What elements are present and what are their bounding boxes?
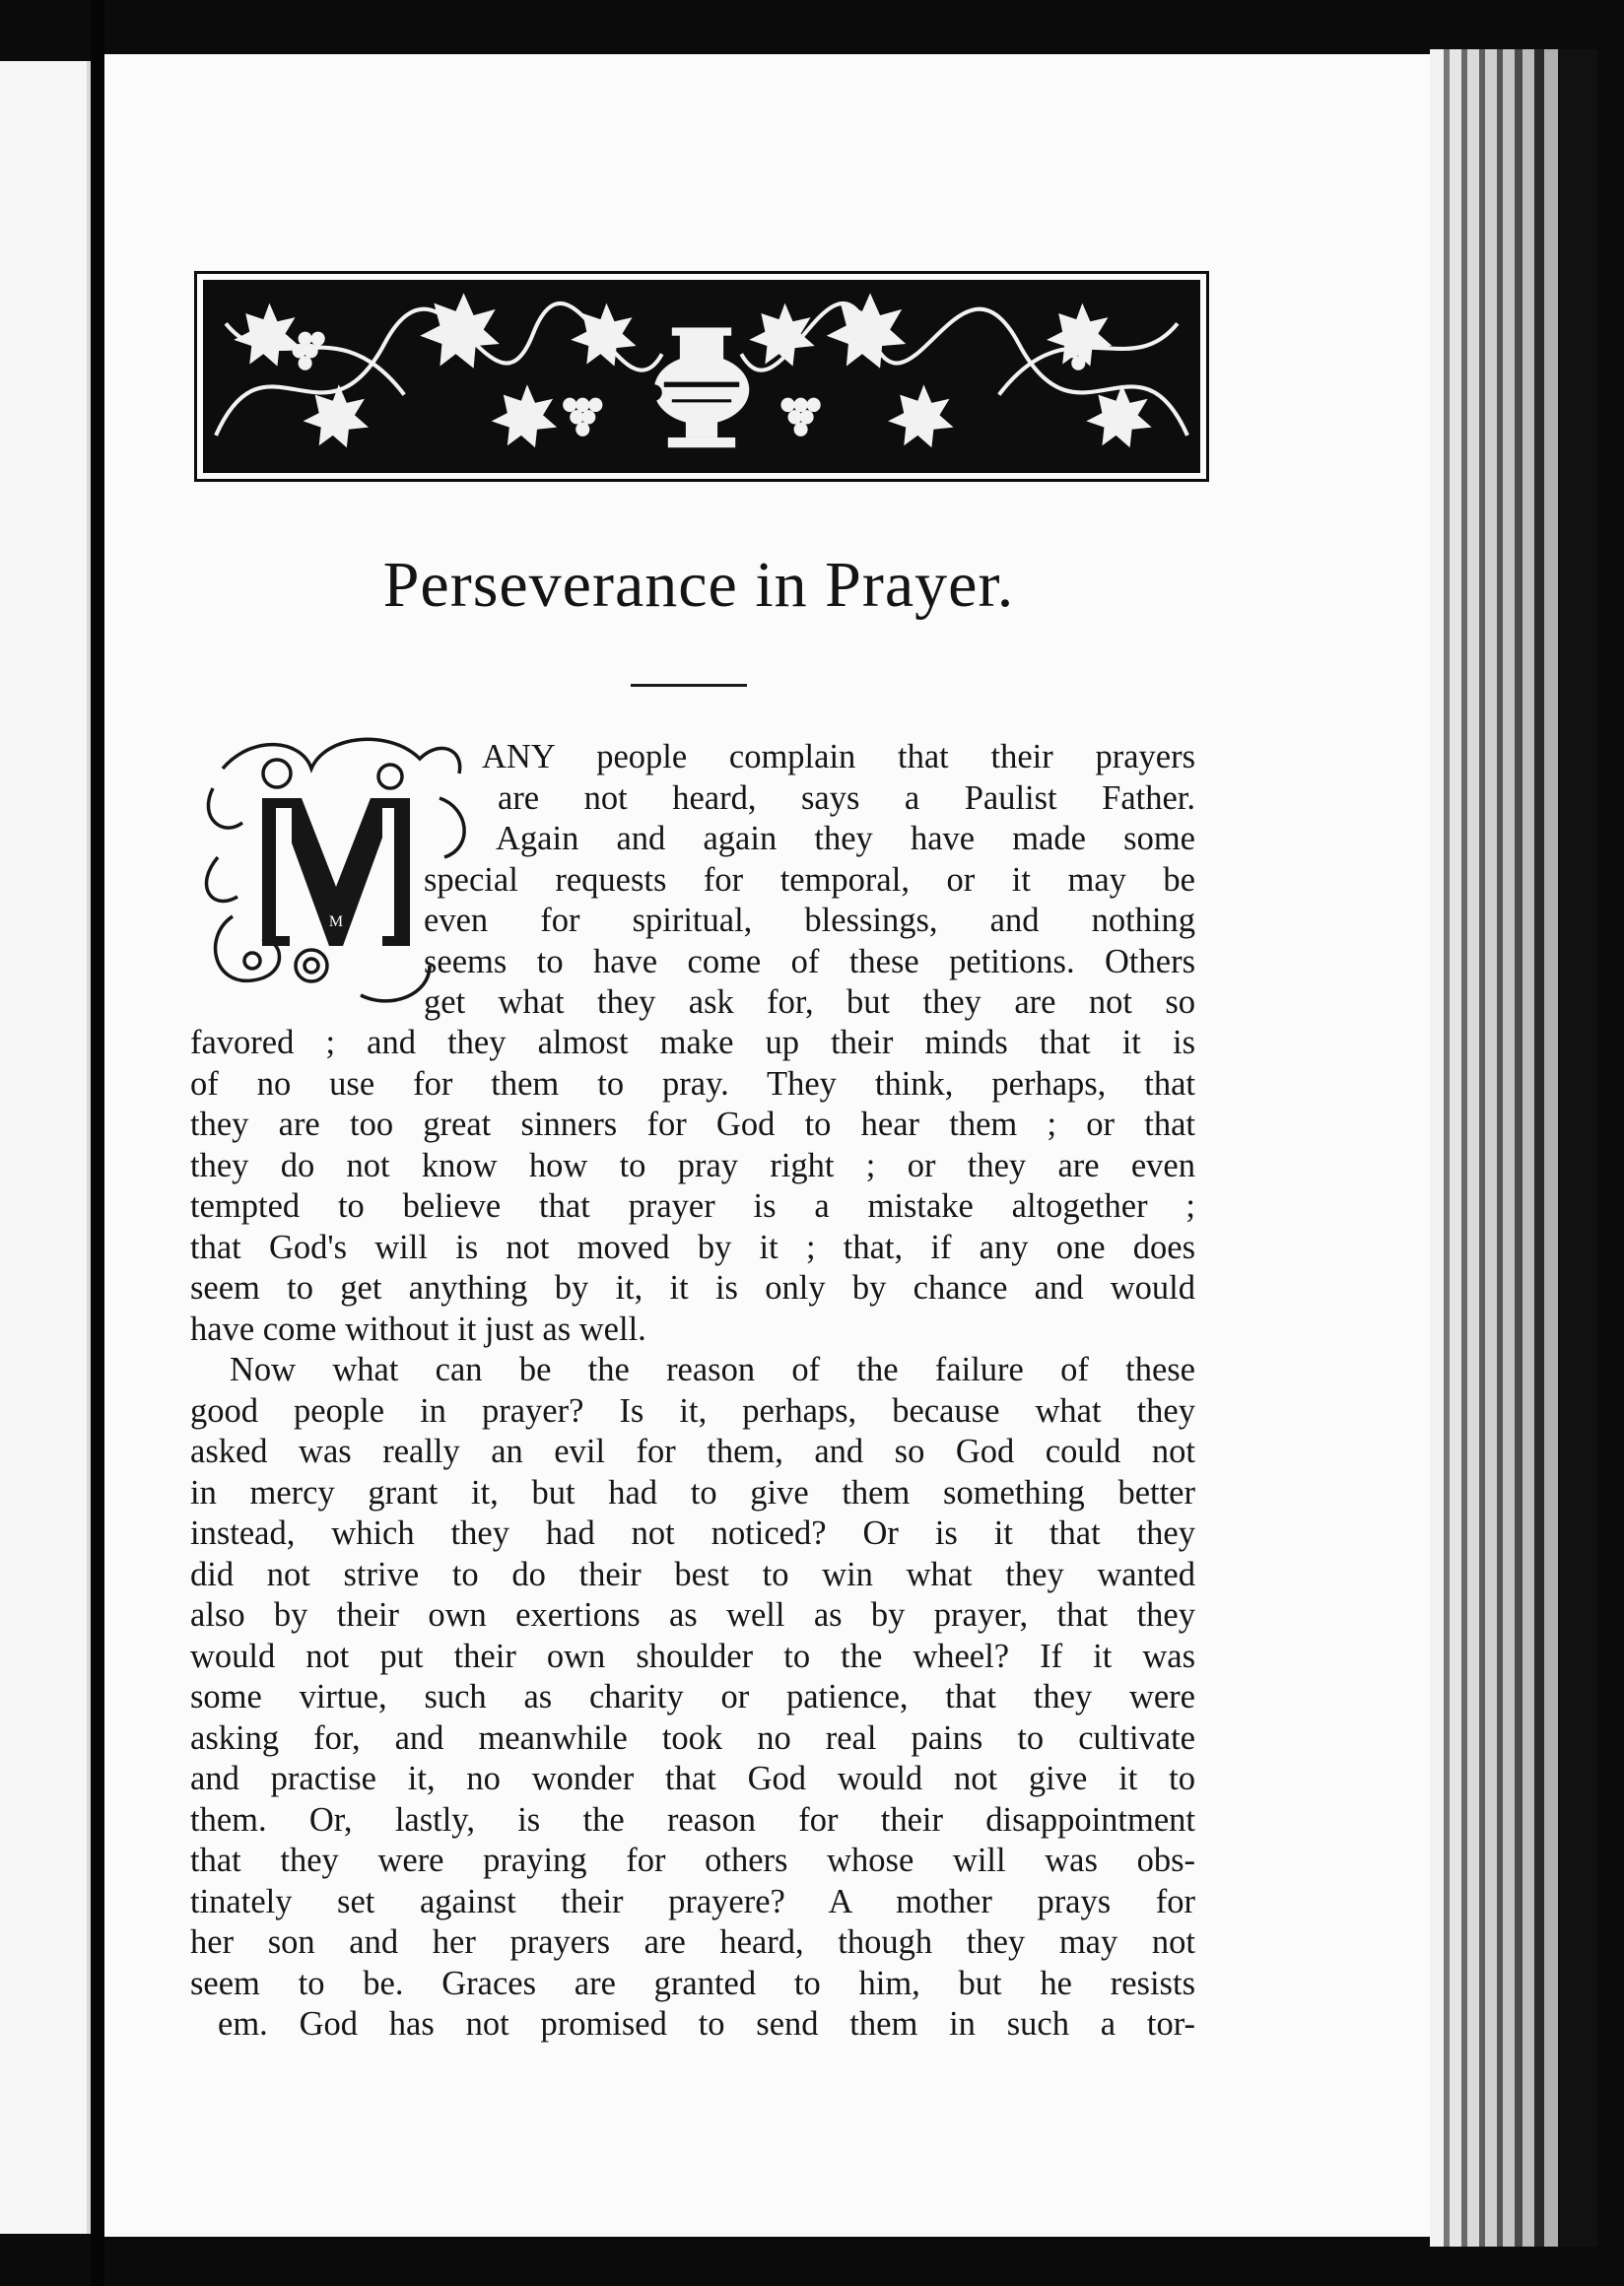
text-line: em. God has not promised to send them in such a tor-: [218, 2005, 1195, 2043]
text-line: favored ; and they almost make up their minds that it is: [190, 1024, 1195, 1061]
text-line: they do not know how to pray right ; or they are even: [190, 1146, 1195, 1184]
book-gutter: [91, 0, 104, 2286]
text-line: that God's will is not moved by it ; that, if any one does: [190, 1228, 1195, 1266]
text-line: that they were praying for others whose will was obs-: [190, 1842, 1195, 1879]
dropcap-lines: [190, 737, 1195, 1024]
text-line: did not strive to do their best to win what they wanted: [190, 1555, 1195, 1593]
text-line: tempted to believe that prayer is a mistake altogether ;: [190, 1187, 1195, 1225]
text-line: seems to have come of these petitions. Others: [424, 942, 1195, 980]
text-line: them. Or, lastly, is the reason for their disappointment: [190, 1800, 1195, 1839]
text-line: asked was really an evil for them, and so God could not: [190, 1433, 1195, 1470]
text-line: seem to get anything by it, it is only by chance and would: [190, 1269, 1195, 1307]
text-line: instead, which they had not noticed? Or is it that they: [190, 1514, 1195, 1552]
text-line: get what they ask for, but they are not so: [424, 983, 1195, 1021]
text-line: even for spiritual, blessings, and nothing: [424, 902, 1195, 939]
text-line: seem to be. Graces are granted to him, but he resists: [190, 1964, 1195, 2002]
text-line: Again and again they have made some: [496, 820, 1195, 857]
text-line: tinately set against their prayere? A mother prays for: [190, 1882, 1195, 1920]
text-line: asking for, and meanwhile took no real pains to cultivate: [190, 1718, 1195, 1757]
ornamental-header-banner: [203, 280, 1200, 473]
svg-text:M: M: [328, 913, 344, 930]
text-line: some virtue, such as charity or patience, that they were: [190, 1678, 1195, 1715]
text-line: they are too great sinners for God to hear them ; or that: [190, 1106, 1195, 1143]
paragraph-1: [190, 1023, 1195, 1350]
page-title: Perseverance in Prayer.: [382, 549, 1015, 621]
text-line: have come without it just as well.: [190, 1310, 646, 1348]
title-divider: [631, 684, 747, 687]
text-line: ANY people complain that their prayers: [482, 738, 1195, 775]
text-line: also by their own exertions as well as by prayer, that they: [190, 1596, 1195, 1634]
text-line: her son and her prayers are heard, though they may not: [190, 1923, 1195, 1961]
text-line: good people in prayer? Is it, perhaps, because what they: [190, 1391, 1195, 1430]
text-line: are not heard, says a Paulist Father.: [498, 778, 1195, 817]
page-edges: [1430, 49, 1597, 2247]
left-page: [0, 61, 91, 2234]
paragraph-2: [190, 1350, 1195, 2046]
text-line: special requests for temporal, or it may be: [424, 860, 1195, 899]
text-line: in mercy grant it, but had to give them something better: [190, 1473, 1195, 1512]
text-line: would not put their own shoulder to the wheel? If it was: [190, 1637, 1195, 1675]
text-line: Now what can be the reason of the failure of these: [230, 1351, 1195, 1388]
text-line: and practise it, no wonder that God would not give it to: [190, 1760, 1195, 1797]
text-line: of no use for them to pray. They think, perhaps, that: [190, 1064, 1195, 1103]
